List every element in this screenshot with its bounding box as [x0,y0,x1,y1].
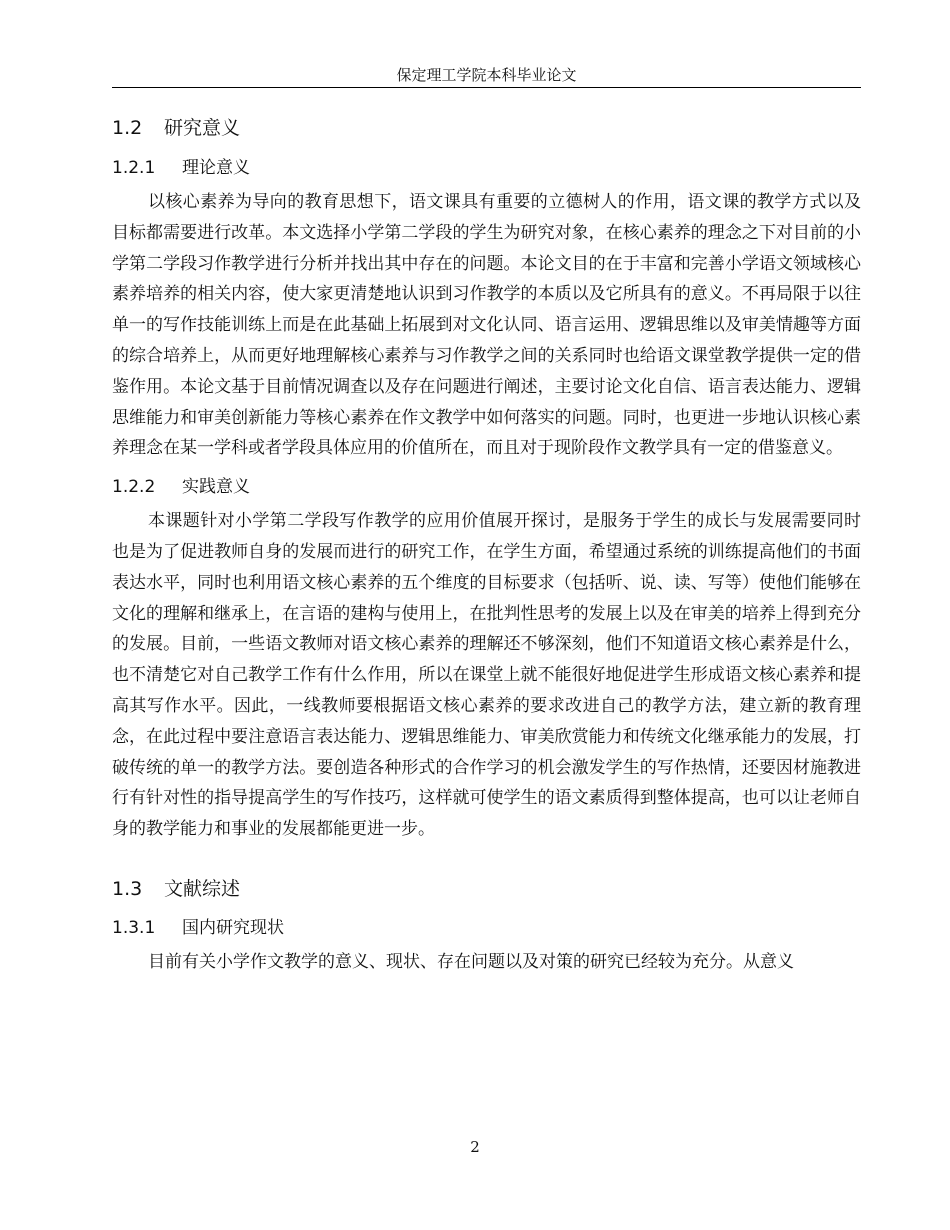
subsection-number: 1.2.1 [112,158,156,178]
section-number: 1.3 [112,877,143,900]
paragraph-practical-significance: 本课题针对小学第二学段写作教学的应用价值展开探讨，是服务于学生的成长与发展需要同时也是为了促进教师自身的发展而进行的研究工作，在学生方面，希望通过系统的训练提高他们的书面表达水平，同时也利用语文核心素养的五个维度的目标要求（包括听、说、读、写等）使他们能够在文化的理解和继承上，在言语的建构与使用上，在批判性思考的发展上以及在审美的培养上得到充分的发展。目前，一些语文教师对语文核心素养的理解还不够深刻，他们不知道语文核心素养是什么，也不清楚它对自己教学工作有什么作用，所以在课堂上就不能很好地促进学生形成语文核心素养和提高其写作水平。因此，一线教师要根据语文核心素养的要求改进自己的教学方法，建立新的教育理念，在此过程中要注意语言表达能力、逻辑思维能力、审美欣赏能力和传统文化继承能力的发展，打破传统的单一的教学方法。要创造各种形式的合作学习的机会激发学生的写作热情，还要因材施教进行有针对性的指导提高学生的写作技巧，这样就可使学生的语文素质得到整体提高，也可以让老师自身的教学能力和事业的发展都能更进一步。 [112,511,861,840]
subsection-heading-1-2-1 [112,151,861,185]
subsection-title: 理论意义 [182,158,250,178]
section-title: 研究意义 [164,117,241,139]
paragraph-theoretical-significance: 以核心素养为导向的教育思想下，语文课具有重要的立德树人的作用，语文课的教学方式以及目标都需要进行改革。本文选择小学第二学段的学生为研究对象，在核心素养的理念之下对目前的小学第二学段习作教学进行分析并找出其中存在的问题。本论文目的在于丰富和完善小学语文领域核心素养培养的相关内容，使大家更清楚地认识到习作教学的本质以及它所具有的意义。不再局限于以往单一的写作技能训练上而是在此基础上拓展到对文化认同、语言运用、逻辑思维以及审美情趣等方面的综合培养上，从而更好地理解核心素养与习作教学之间的关系同时也给语文课堂教学提供一定的借鉴作用。本论文基于目前情况调查以及存在问题进行阐述，主要讨论文化自信、语言表达能力、逻辑思维能力和审美创新能力等核心素养在作文教学中如何落实的问题。同时，也更进一步地认识核心素养理念在某一学科或者学段具体应用的价值所在，而且对于现阶段作文教学具有一定的借鉴意义。 [112,192,861,459]
subsection-heading-1-3-1 [112,911,861,945]
subsection-number: 1.3.1 [112,917,156,938]
page-number: 2 [470,1138,480,1156]
subsection-heading-1-2-2 [112,470,861,504]
subsection-title: 国内研究现状 [182,917,284,938]
subsection-number: 1.2.2 [112,477,156,498]
paragraph-domestic-research: 目前有关小学作文教学的意义、现状、存在问题以及对策的研究已经较为充分。从意义 [148,951,794,972]
header-title: 保定理工学院本科毕业论文 [396,66,577,84]
page-header [112,64,861,88]
paper-body [112,110,861,978]
section-number: 1.2 [112,117,143,139]
section-heading-1-2 [112,110,861,146]
section-heading-1-3 [112,871,861,907]
section-title: 文献综述 [164,877,241,900]
subsection-title: 实践意义 [182,477,250,498]
